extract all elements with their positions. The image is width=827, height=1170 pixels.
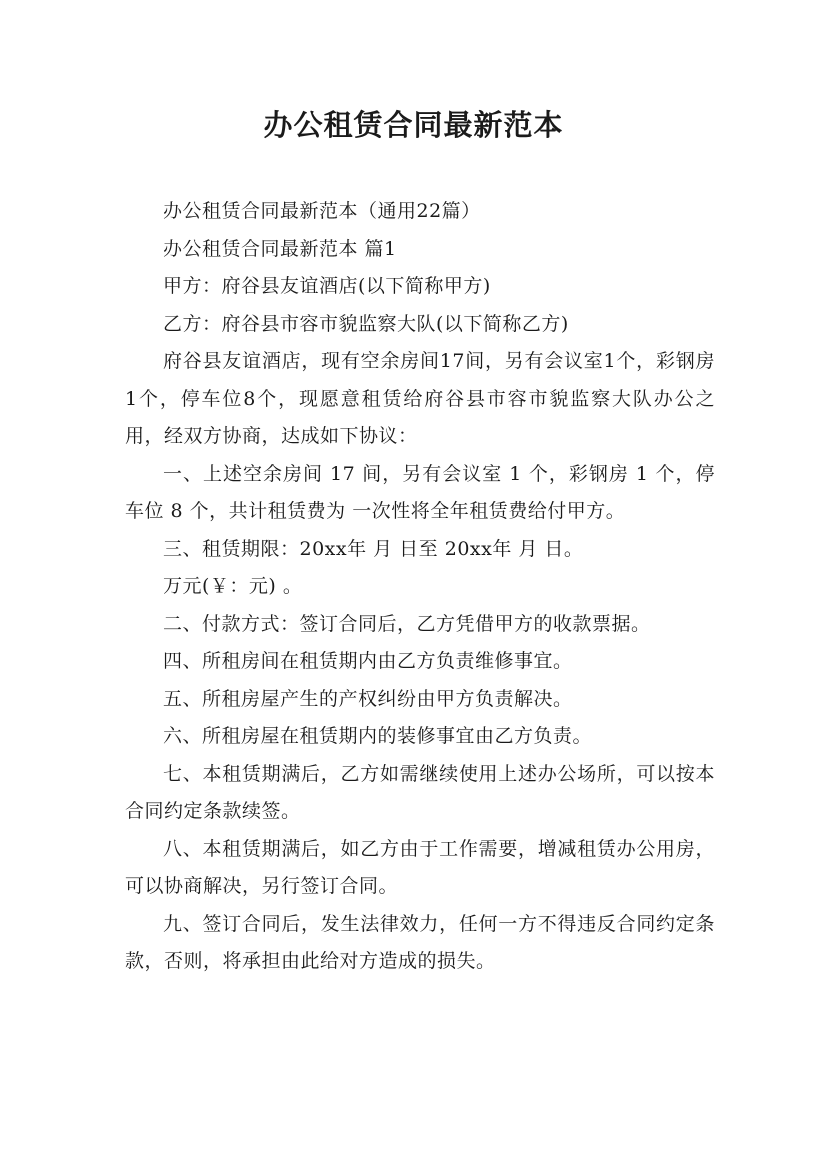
paragraph-subtitle: 办公租赁合同最新范本（通用22篇） (163, 200, 481, 222)
paragraph-party-b: 乙方：府谷县市容市貌监察大队(以下简称乙方) (163, 312, 569, 335)
paragraph-clause-7: 七、本租赁期满后，乙方如需继续使用上述办公场所，可以按本合同约定条款续签。 (125, 762, 715, 822)
paragraph-clause-8: 八、本租赁期满后，如乙方由于工作需要，增减租赁办公用房，可以协商解决，另行签订合同。 (125, 837, 715, 897)
paragraph-party-a: 甲方：府谷县友谊酒店(以下简称甲方) (163, 275, 491, 297)
paragraph-section-heading: 办公租赁合同最新范本 篇1 (163, 237, 397, 260)
paragraph-clause-3: 三、租赁期限：20xx年 月 日至 20xx年 月 日。 (163, 537, 584, 560)
paragraph-intro: 府谷县友谊酒店，现有空余房间17间，另有会议室1个，彩钢房1个，停车位8个，现愿意租赁给府谷县市容市貌监察大队办公之用，经双方协商，达成如下协议： (125, 350, 715, 447)
paragraph-clause-2: 二、付款方式：签订合同后，乙方凭借甲方的收款票据。 (163, 612, 651, 635)
paragraph-clause-4: 四、所租房间在租赁期内由乙方负责维修事宜。 (163, 650, 573, 672)
paragraph-clause-1: 一、上述空余房间 17 间，另有会议室 1 个，彩钢房 1 个，停车位 8 个，共计租赁费为 一次性将全年租赁费给付甲方。 (125, 462, 715, 522)
paragraph-amount: 万元(￥：元) 。 (163, 575, 303, 597)
document-body (125, 193, 715, 981)
document-title: 办公租赁合同最新范本 (263, 108, 564, 142)
paragraph-clause-9: 九、签订合同后，发生法律效力，任何一方不得违反合同约定条款，否则，将承担由此给对方造成的损失。 (125, 912, 715, 972)
paragraph-clause-5: 五、所租房屋产生的产权纠纷由甲方负责解决。 (163, 687, 573, 710)
paragraph-clause-6: 六、所租房屋在租赁期内的装修事宜由乙方负责。 (163, 725, 593, 747)
